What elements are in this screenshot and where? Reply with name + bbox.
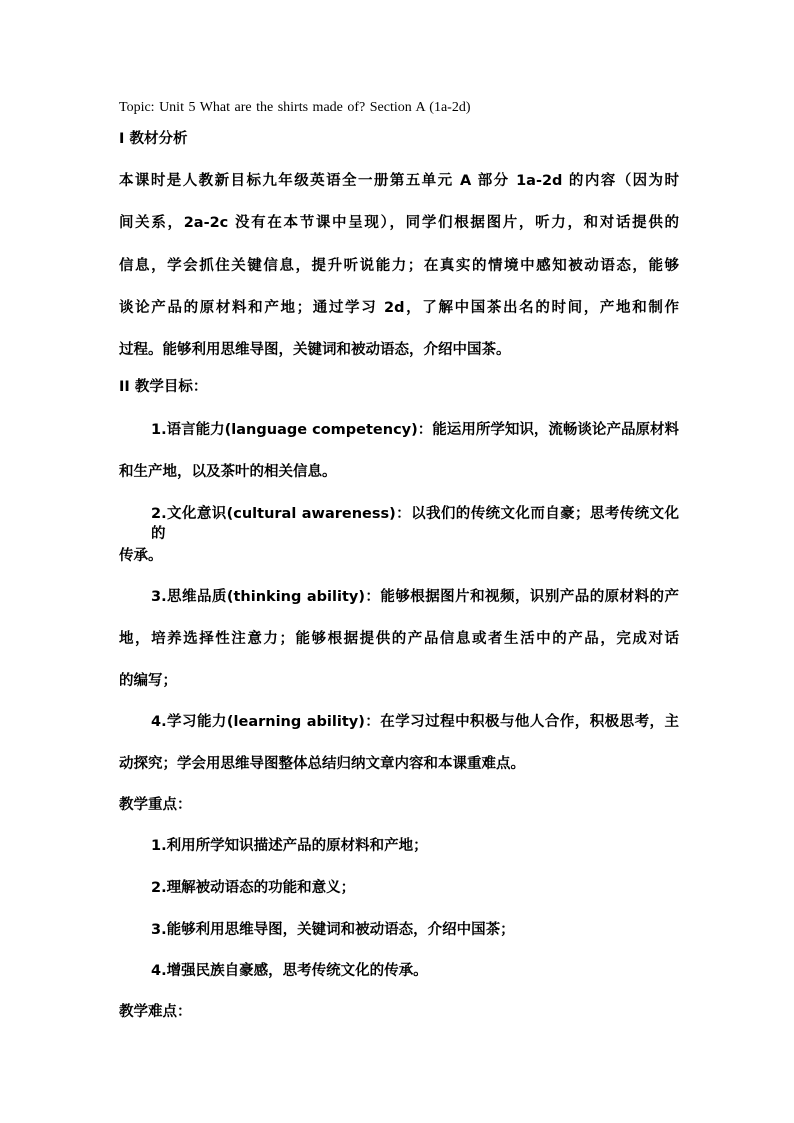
analysis-paragraph-line: 本课时是人教新目标九年级英语全一册第五单元 A 部分 1a-2d 的内容（因为时 <box>119 173 679 189</box>
key-point-item: 3.能够利用思维导图，关键词和被动语态，介绍中国茶； <box>151 922 515 938</box>
goal-item-learning: 4.学习能力(learning ability)：在学习过程中积极与他人合作，积极思考，主 <box>151 714 679 730</box>
goal-item-thinking-cont: 地，培养选择性注意力；能够根据提供的产品信息或者生活中的产品，完成对话 <box>119 631 679 647</box>
goal-item-thinking-cont: 的编写； <box>119 673 177 689</box>
key-point-item: 4.增强民族自豪感，思考传统文化的传承。 <box>151 963 428 979</box>
key-points-heading: 教学重点： <box>119 797 192 813</box>
goal-item-culture-cont: 传承。 <box>119 548 163 564</box>
analysis-paragraph-line: 间关系，2a-2c 没有在本节课中呈现），同学们根据图片，听力，和对话提供的 <box>119 215 679 231</box>
topic-line: Topic: Unit 5 What are the shirts made of? Section A (1a-2d) <box>119 100 471 115</box>
analysis-paragraph-line: 信息，学会抓住关键信息，提升听说能力；在真实的情境中感知被动语态，能够 <box>119 258 679 274</box>
section-heading-goals: II 教学目标： <box>119 379 208 395</box>
goal-item-culture: 2.文化意识(cultural awareness)：以我们的传统文化而自豪；思考传统文化的 <box>151 506 679 542</box>
analysis-paragraph-line: 谈论产品的原材料和产地；通过学习 2d，了解中国茶出名的时间，产地和制作 <box>119 300 679 316</box>
goal-item-learning-cont: 动探究；学会用思维导图整体总结归纳文章内容和本课重难点。 <box>119 756 525 772</box>
analysis-paragraph-line: 过程。能够利用思维导图，关键词和被动语态，介绍中国茶。 <box>119 342 511 358</box>
key-point-item: 1.利用所学知识描述产品的原材料和产地； <box>151 838 428 854</box>
goal-item-thinking: 3.思维品质(thinking ability)：能够根据图片和视频，识别产品的原材料的产 <box>151 589 679 605</box>
section-heading-analysis: I 教材分析 <box>119 131 188 147</box>
difficult-points-heading: 教学难点： <box>119 1004 192 1020</box>
key-point-item: 2.理解被动语态的功能和意义； <box>151 880 356 896</box>
goal-item-language: 1.语言能力(language competency)：能运用所学知识，流畅谈论产品原材料 <box>151 422 679 438</box>
goal-item-language-cont: 和生产地，以及茶叶的相关信息。 <box>119 464 337 480</box>
